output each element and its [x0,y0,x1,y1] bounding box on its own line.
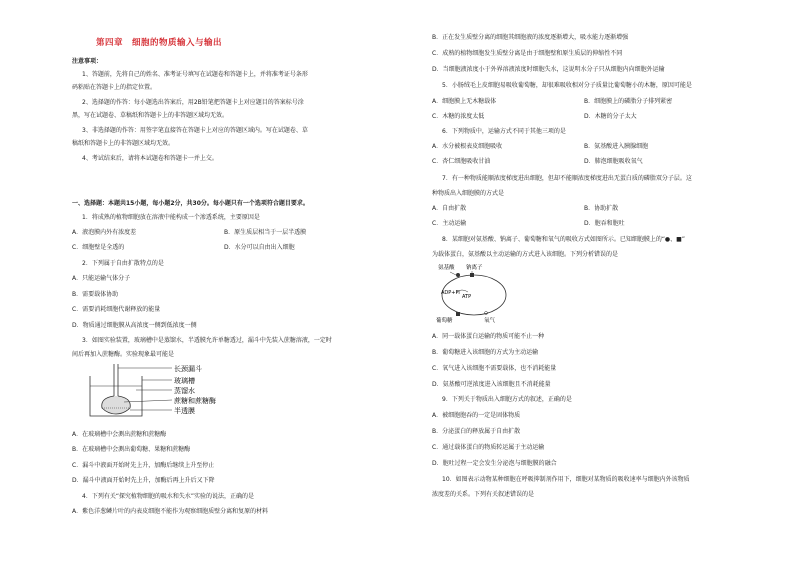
choice-b: B．葡萄糖进入该细胞的方式为主动运输 [432,349,539,356]
funnel-bulb [102,396,131,414]
question-stem: 10．如图表示动物某种细胞在呼吸抑制剂作用下，细胞对某物质的吸收速率与细胞内外该物质 [442,476,690,483]
question-stem: 6．下列物质中，运输方式不同于其他三项的是 [442,128,566,135]
arrow [450,272,456,275]
label-atp: ATP [462,294,472,300]
leader-line [124,400,172,402]
question-stem: 9．下列关于物质出入细胞方式的叙述，正确的是 [442,396,572,403]
choice-a: A．紫色洋葱鳞片叶的内表皮细胞不能作为观察细胞质壁分离和复原的材料 [72,508,269,515]
choice-b: B．需要载体协助 [72,291,119,298]
choice-d: D．当细胞液浓度小于外界溶液浓度时细胞失水，这说明水分子只从细胞内向细胞外运输 [432,66,665,73]
notice-line: 稿纸和答题卡上的非答题区域均无效。 [72,140,175,147]
osmosis-apparatus-figure [86,362,256,420]
label-funnel: 长颈漏斗 [174,365,202,373]
question-stem: 3．如图实验装置，玻璃槽中是蒸馏水，半透膜允许单糖透过，漏斗中先装入蔗糖溶液，一定时 [82,337,332,344]
choice-a: A．水分被根表皮细胞吸收 [432,143,503,150]
notice-heading: 注意事项： [72,58,103,65]
label-adp: ADP+Pi [441,290,460,296]
carrier-square [456,312,460,316]
notice-line: 3、非选择题的作答：用签字笔直接答在答题卡上对应的答题区域内。写在试题卷、草 [82,127,308,134]
choice-d: D．水分可以自由出入细胞 [224,244,295,251]
label-sucrose-enzyme: 蔗糖和蔗糖酶 [174,397,216,405]
choice-d: D．氨基酸可逆浓度进入该细胞且不消耗能量 [432,381,551,388]
choice-b: B．协助扩散 [584,205,619,212]
choice-c: C．木糖的浓度太低 [432,113,485,120]
label-membrane: 半透膜 [174,407,195,415]
choice-a: A．液泡膜内外有浓度差 [72,229,137,236]
notice-line: 黑，写在试题卷、草稿纸和答题卡上的非答题区域均无效。 [72,112,229,119]
choice-c: C．氧气进入该细胞不需要载体，也不消耗能量 [432,365,557,372]
choice-a: A．自由扩散 [432,205,467,212]
label-trough: 玻璃槽 [174,377,195,385]
choice-c: C．主动运输 [432,220,467,227]
choice-c: C．漏斗中液面开始时先上升，加酶后继续上升至停止 [72,462,215,469]
choice-d: D．物质通过细胞膜从高浓度一侧到低浓度一侧 [72,322,197,329]
choice-b: B．细胞膜上的磷脂分子排列紧密 [584,98,673,105]
question-stem: 1．将成熟的植物细胞放在溶液中能构成一个渗透系统，主要原因是 [82,214,260,221]
notice-line: 2、选择题的作答：每小题选出答案后，用2B铅笔把答题卡上对应题目的答案标号涂 [82,99,304,106]
label-water: 蒸馏水 [174,387,195,395]
cell-transport-figure [432,262,552,324]
question-stem: 间后再加入蔗糖酶。实验现象最可能是 [72,351,175,358]
label-amino-acid: 氨基酸 [438,265,455,271]
choice-d: D．胞吐过程一定会发生分泌泡与细胞膜的融合 [432,460,557,467]
notice-line: 码粘贴在答题卡上的指定位置。 [72,84,157,91]
choice-b: B．在玻璃槽中会测出葡萄糖、果糖和蔗糖酶 [72,446,191,453]
choice-b: B．正在发生质壁分离的细胞其细胞液的浓度逐渐增大，吸水能力逐渐增强 [432,34,629,41]
choice-a: A．在玻璃槽中会测出蔗糖和蔗糖酶 [72,431,167,438]
notice-line: 4、考试结束后，请将本试题卷和答题卡一并上交。 [82,155,218,162]
question-stem: 种物质出入细胞膜的方式是 [432,190,505,197]
choice-d: D．木糖的分子太大 [584,113,637,120]
label-glucose: 葡萄糖 [436,318,453,324]
choice-a: A．只能运输气体分子 [72,275,131,282]
choice-a: A．细胞膜上无木糖载体 [432,98,497,105]
choice-d: D．漏斗中液面开始时先上升，加酶后再上升后又下降 [72,477,215,484]
carrier-square [470,273,474,277]
notice-line: 1、答题前，先将自己的姓名、准考证号填写在试题卷和答题卡上，并将准考证号条形 [82,71,308,78]
choice-d: D．肺泡细胞吸收氧气 [584,158,643,165]
choice-d: D．胞吞和胞吐 [584,220,625,227]
question-stem: 7．有一种物质能顺浓度梯度进出细胞，但却不能顺浓度梯度进出无蛋白质的磷脂双分子层。这 [442,175,692,182]
choice-c: C．成熟的植物细胞发生质壁分离是由于细胞壁和原生质层的伸缩性不同 [432,50,623,57]
choice-a: A．被细胞胞吞的一定是固体物质 [432,412,521,419]
question-stem: 2．下列属于自由扩散特点的是 [82,260,164,267]
question-stem: 8．某细胞对氨基酸、钠离子、葡萄糖和氧气的吸收方式如图所示。已知细胞膜上的“●、■” [442,236,685,243]
page-title: 第四章 细胞的物质输入与输出 [96,38,223,48]
question-stem: 为载体蛋白，氨基酸以主动运输的方式进入该细胞。下列分析错误的是 [432,251,619,258]
question-stem: 浓度差的关系。下列有关叙述错误的是 [432,491,535,498]
section-heading: 一、选择题：本题共15小题，每小题2分，共30分。每小题只有一个选项符合题目要求。 [72,200,309,207]
choice-c: C．细胞壁是全透的 [72,244,125,251]
label-oxygen: 氧气 [484,318,496,324]
question-stem: 5．小肠绒毛上皮细胞易吸收葡萄糖，却很难吸收相对分子质量比葡萄糖小的木糖，原因可能是 [442,82,692,89]
choice-b: B．原生质层相当于一层半透膜 [224,229,307,236]
choice-b: B．氨基酸进入胰腺细胞 [584,143,649,150]
label-sodium: 钠离子 [466,265,483,271]
choice-c: C．杏仁细胞吸收甘油 [432,158,491,165]
carrier-circle [456,273,460,277]
question-stem: 4．下列有关“探究植物细胞的吸水和失水”实验的说法，正确的是 [82,493,255,500]
choice-c: C．需要消耗细胞代谢释放的能量 [72,306,161,313]
choice-a: A．同一载体蛋白运输的物质可能不止一种 [432,333,545,340]
choice-c: C．通过载体蛋白的物质转运属于主动运输 [432,444,545,451]
choice-b: B．分泌蛋白的释放属于自由扩散 [432,428,521,435]
